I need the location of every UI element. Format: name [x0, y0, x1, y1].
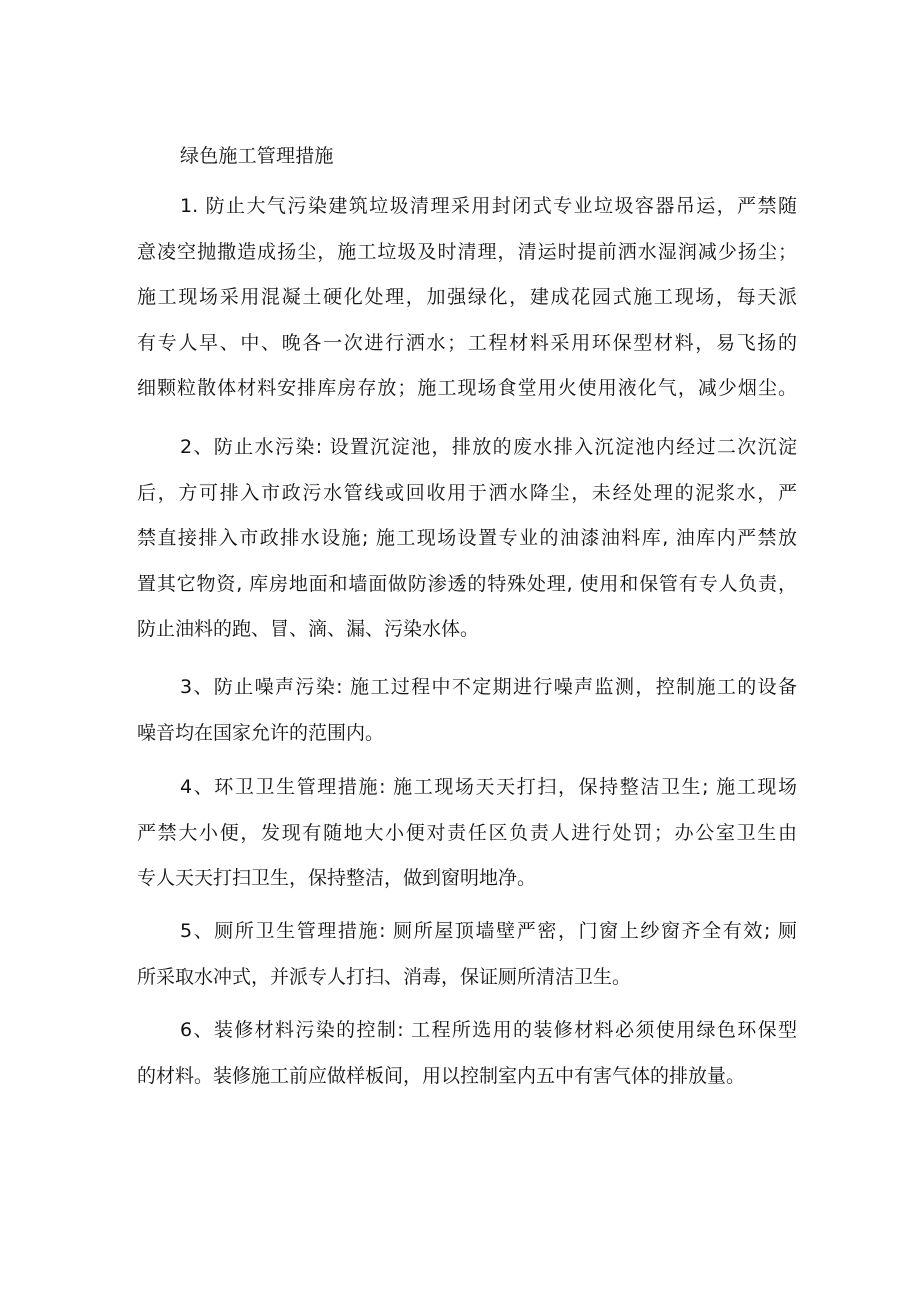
paragraph-line: 禁直接排入市政排水设施; 施工现场设置专业的油漆油料库, 油库内严禁放	[137, 527, 797, 549]
paragraph-line: 1. 防止大气污染建筑垃圾清理采用封闭式专业垃圾容器吊运，严禁随	[180, 195, 797, 217]
paragraph-water-pollution	[137, 425, 797, 653]
paragraph-line: 意凌空抛撒造成扬尘，施工垃圾及时清理，清运时提前洒水湿润减少扬尘；	[137, 240, 797, 263]
document-title: 绿色施工管理措施	[180, 145, 334, 167]
paragraph-line: 的材料。装修施工前应做样板间，用以控制室内五中有害气体的排放量。	[137, 1064, 746, 1087]
paragraph-line: 有专人早、中、晚各一次进行洒水；工程材料采用环保型材料，易飞扬的	[137, 331, 797, 354]
paragraph-line: 所采取水冲式，并派专人打扫、消毒，保证厕所清洁卫生。	[137, 965, 632, 988]
paragraph-line: 4、环卫卫生管理措施: 施工现场天天打扫，保持整洁卫生; 施工现场	[180, 776, 797, 798]
paragraph-line: 细颗粒散体材料安排库房存放；施工现场食堂用火使用液化气，减少烟尘。	[137, 377, 797, 399]
paragraph-line: 3、防止噪声污染: 施工过程中不定期进行噪声监测，控制施工的设备	[180, 676, 797, 698]
paragraph-line: 防止油料的跑、冒、滴、漏、污染水体。	[137, 618, 480, 640]
paragraph-line: 2、防止水污染: 设置沉淀池，排放的废水排入沉淀池内经过二次沉淀	[180, 436, 797, 458]
paragraph-line: 施工现场采用混凝土硬化处理，加强绿化，建成花园式施工现场，每天派	[137, 286, 797, 308]
paragraph-noise-pollution	[137, 665, 797, 756]
paragraph-decoration-materials	[137, 1008, 797, 1099]
paragraph-line: 后，方可排入市政污水管线或回收用于洒水降尘，未经处理的泥浆水，严	[137, 481, 797, 504]
paragraph-sanitation	[137, 765, 797, 902]
paragraph-line: 6、装修材料污染的控制: 工程所选用的装修材料必须使用绿色环保型	[180, 1019, 797, 1041]
paragraph-line: 噪音均在国家允许的范围内。	[137, 721, 385, 744]
paragraph-toilet-hygiene	[137, 909, 797, 1000]
paragraph-air-pollution	[137, 184, 797, 412]
paragraph-line: 严禁大小便，发现有随地大小便对责任区负责人进行处罚；办公室卫生由	[137, 821, 797, 844]
paragraph-line: 置其它物资, 库房地面和墙面做防渗透的特殊处理, 使用和保管有专人负责，	[137, 572, 797, 595]
paragraph-line: 5、厕所卫生管理措施: 厕所屋顶墙壁严密，门窗上纱窗齐全有效; 厕	[180, 920, 797, 942]
paragraph-line: 专人天天打扫卫生，保持整洁，做到窗明地净。	[137, 867, 537, 889]
